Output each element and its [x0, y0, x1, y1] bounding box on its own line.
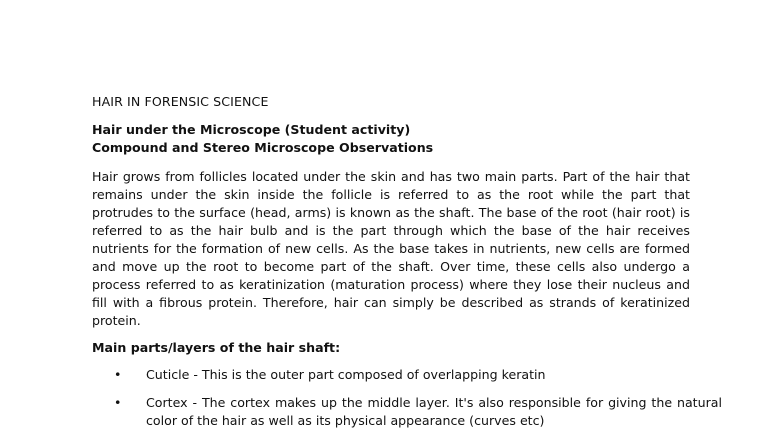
- list-item-cortex: [114, 394, 722, 430]
- section-heading-shaft-layers: Main parts/layers of the hair shaft:: [92, 340, 341, 355]
- document-page: [92, 93, 722, 440]
- document-title: HAIR IN FORENSIC SCIENCE: [92, 94, 269, 109]
- intro-paragraph: Hair grows from follicles located under the skin and has two main parts. Part of the hair that remains under the skin inside the follicle is referred to as the root while the part that protrudes to the surface (head, arms) is known as the shaft. The base of the root (hair root) is referred to as the hair bulb and is the part through which the base of the hair receives nutrients for the formation of new cells. As the base takes in nutrients, new cells are formed and move up the root to become part of the shaft. Over time, these cells also undergo a process referred to as keratinization (maturation process) where they lose their nucleus and fill with a fibrous protein. Therefore, hair can simply be described as strands of keratinized protein.: [92, 169, 690, 328]
- list-item-cuticle: [114, 366, 722, 384]
- list-item-text: Cuticle - This is the outer part composed of overlapping keratin: [146, 367, 546, 382]
- subtitle-activity: Hair under the Microscope (Student activity): [92, 122, 411, 137]
- bullet-icon: •: [114, 367, 122, 382]
- subtitle-block: [92, 121, 690, 156]
- list-item-text: Cortex - The cortex makes up the middle layer. It's also responsible for giving the natural color of the hair as well as its physical appearance (curves etc): [146, 395, 722, 428]
- shaft-layers-list: [92, 366, 722, 430]
- subtitle-observations: Compound and Stereo Microscope Observations: [92, 139, 434, 155]
- bullet-icon: •: [114, 395, 122, 410]
